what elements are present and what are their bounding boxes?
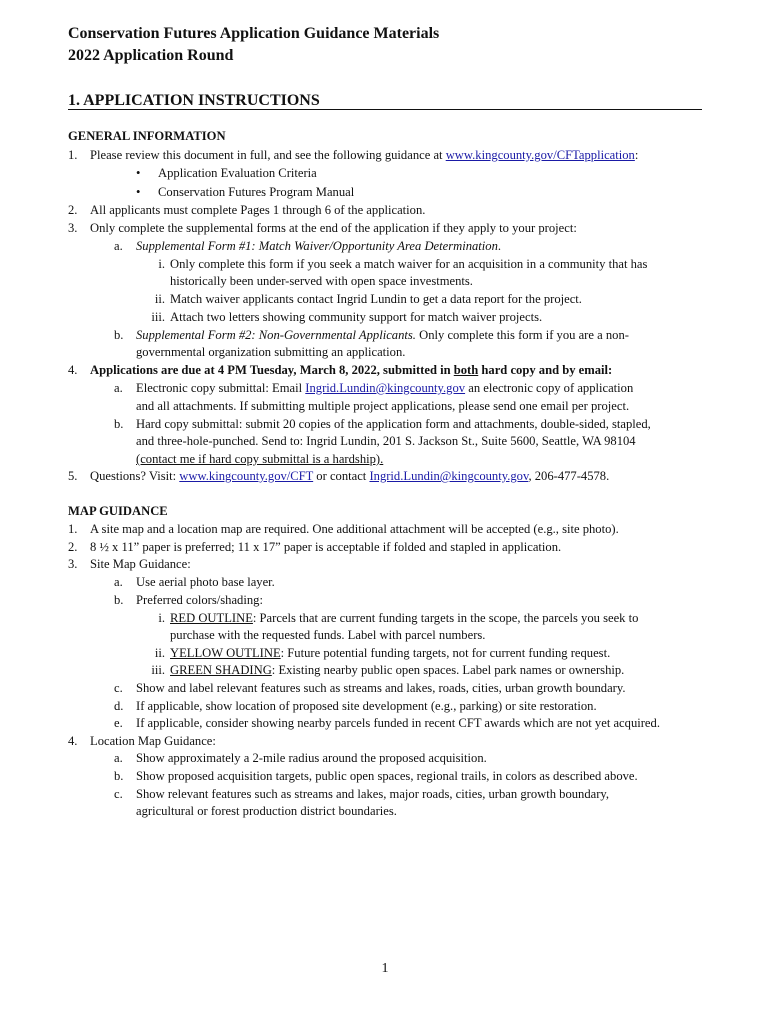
location-map-c: Show relevant features such as streams and lakes, major roads, cities, urban growth boundary,	[136, 787, 610, 801]
supplemental-form-1-title: Supplemental Form #1: Match Waiver/Opportunity Area Determination	[136, 239, 498, 253]
site-map-d: If applicable, show location of proposed site development (e.g., parking) or site restoration.	[136, 699, 597, 713]
hard-copy-hardship-note: (contact me if hard copy submittal is a hardship).	[136, 452, 384, 466]
questions-text-a: Questions? Visit:	[90, 469, 180, 483]
questions-line	[90, 468, 609, 485]
deadline-text-b: hard copy and by email:	[478, 363, 613, 377]
general-item-1-text: Please review this document in full, and see the following guidance at	[90, 148, 446, 162]
electronic-submittal-text-a: Electronic copy submittal: Email	[136, 381, 306, 395]
site-map-c: Show and label relevant features such as streams and lakes, roads, cities, urban growth boundary.	[136, 681, 626, 695]
green-shading-key: GREEN SHADING	[170, 663, 272, 677]
section-heading: 1. APPLICATION INSTRUCTIONS	[68, 92, 320, 109]
list-number: 5.	[68, 469, 78, 483]
location-map-a: Show approximately a 2-mile radius around the proposed acquisition.	[136, 751, 487, 765]
bullet-icon: •	[136, 185, 141, 199]
general-item-3: Only complete the supplemental forms at the end of the application if they apply to your project:	[90, 221, 577, 235]
list-number: 3.	[68, 221, 78, 235]
cft-website-link[interactable]: www.kingcounty.gov/CFT	[179, 469, 314, 483]
page-number: 1	[381, 961, 389, 976]
list-roman: ii.	[154, 292, 165, 306]
general-item-1-colon: :	[634, 148, 639, 162]
list-letter: e.	[114, 716, 123, 730]
supplemental-form-2-title: Supplemental Form #2: Non-Governmental Applicants.	[136, 328, 416, 342]
list-letter: a.	[114, 751, 123, 765]
location-map-b: Show proposed acquisition targets, public open spaces, regional trails, in colors as described above.	[136, 769, 638, 783]
map-item-3: Site Map Guidance:	[90, 557, 191, 571]
bullet-icon: •	[136, 166, 141, 180]
list-number: 4.	[68, 363, 78, 377]
form-1-item-iii: Attach two letters showing community support for match waiver projects.	[170, 310, 543, 324]
list-roman: ii.	[154, 646, 165, 660]
general-item-2: All applicants must complete Pages 1 through 6 of the application.	[90, 203, 426, 217]
list-roman: i.	[158, 611, 165, 625]
list-letter: a.	[114, 239, 123, 253]
questions-text-b: or contact	[313, 469, 370, 483]
map-item-1: A site map and a location map are required. One additional attachment will be accepted (e.g., site photo).	[90, 522, 619, 536]
general-info-heading: GENERAL INFORMATION	[68, 129, 226, 143]
red-outline-item-cont: purchase with the requested funds. Label with parcel numbers.	[170, 628, 486, 642]
electronic-submittal-cont: and all attachments. If submitting multiple project applications, please send one email per project.	[136, 399, 630, 413]
list-roman: iii.	[151, 663, 165, 677]
supplemental-form-2	[136, 327, 629, 344]
form-1-item-i-cont: historically been under-served with open space investments.	[170, 274, 473, 288]
deadline-both: both	[453, 363, 479, 377]
supplemental-form-1-period: .	[497, 239, 502, 253]
list-letter: b.	[114, 328, 124, 342]
yellow-outline-item	[170, 645, 610, 662]
list-letter: b.	[114, 769, 124, 783]
list-number: 3.	[68, 557, 78, 571]
deadline-text-a: Applications are due at 4 PM Tuesday, March 8, 2022, submitted in	[90, 363, 454, 377]
questions-phone: , 206-477-4578.	[528, 469, 610, 483]
list-letter: c.	[114, 681, 123, 695]
list-letter: c.	[114, 787, 123, 801]
map-item-2: 8 ½ x 11” paper is preferred; 11 x 17” paper is acceptable if folded and stapled in application.	[90, 540, 562, 554]
email-link[interactable]: Ingrid.Lundin@kingcounty.gov	[305, 381, 466, 395]
site-map-e: If applicable, consider showing nearby parcels funded in recent CFT awards which are not yet acquired.	[136, 716, 660, 730]
document-title: Conservation Futures Application Guidance Materials	[68, 25, 440, 42]
hard-copy-submittal-cont: and three-hole-punched. Send to: Ingrid Lundin, 201 S. Jackson St., Suite 5600, Seattle, WA 98104	[136, 434, 636, 448]
list-number: 1.	[68, 522, 78, 536]
site-map-a: Use aerial photo base layer.	[136, 575, 275, 589]
map-item-4: Location Map Guidance:	[90, 734, 216, 748]
cft-application-link[interactable]: www.kingcounty.gov/CFTapplication	[445, 148, 635, 162]
green-shading-item	[170, 662, 624, 679]
bullet-item: Conservation Futures Program Manual	[158, 185, 355, 199]
list-roman: i.	[158, 257, 165, 271]
contact-email-link[interactable]: Ingrid.Lundin@kingcounty.gov	[369, 469, 529, 483]
map-guidance-heading: MAP GUIDANCE	[68, 504, 168, 518]
supplemental-form-1	[136, 238, 501, 255]
supplemental-form-2-cont: governmental organization submitting an application.	[136, 345, 406, 359]
hard-copy-submittal: Hard copy submittal: submit 20 copies of the application form and attachments, double-sided, stapled,	[136, 417, 651, 431]
form-1-item-ii: Match waiver applicants contact Ingrid Lundin to get a data report for the project.	[170, 292, 582, 306]
electronic-submittal-text-b: an electronic copy of application	[465, 381, 634, 395]
red-outline-key: RED OUTLINE	[170, 611, 253, 625]
list-number: 2.	[68, 540, 78, 554]
list-letter: d.	[114, 699, 124, 713]
list-letter: b.	[114, 593, 124, 607]
deadline-text	[90, 362, 612, 379]
list-letter: a.	[114, 381, 123, 395]
form-1-item-i: Only complete this form if you seek a match waiver for an acquisition in a community that has	[170, 257, 648, 271]
red-outline-item	[170, 610, 638, 627]
yellow-outline-key: YELLOW OUTLINE	[170, 646, 281, 660]
yellow-outline-text: : Future potential funding targets, not for current funding request.	[280, 646, 611, 660]
list-number: 2.	[68, 203, 78, 217]
electronic-submittal	[136, 380, 633, 397]
list-roman: iii.	[151, 310, 165, 324]
general-item-1	[90, 147, 638, 164]
green-shading-text: : Existing nearby public open spaces. Label park names or ownership.	[271, 663, 625, 677]
list-letter: a.	[114, 575, 123, 589]
section-heading-rule	[68, 109, 702, 110]
red-outline-text: : Parcels that are current funding targets in the scope, the parcels you seek to	[252, 611, 639, 625]
location-map-c-cont: agricultural or forest production district boundaries.	[136, 804, 397, 818]
list-number: 1.	[68, 148, 78, 162]
list-letter: b.	[114, 417, 124, 431]
supplemental-form-2-text: Only complete this form if you are a non-	[415, 328, 629, 342]
document-subtitle: 2022 Application Round	[68, 47, 234, 64]
list-number: 4.	[68, 734, 78, 748]
bullet-item: Application Evaluation Criteria	[158, 166, 317, 180]
site-map-b: Preferred colors/shading:	[136, 593, 263, 607]
